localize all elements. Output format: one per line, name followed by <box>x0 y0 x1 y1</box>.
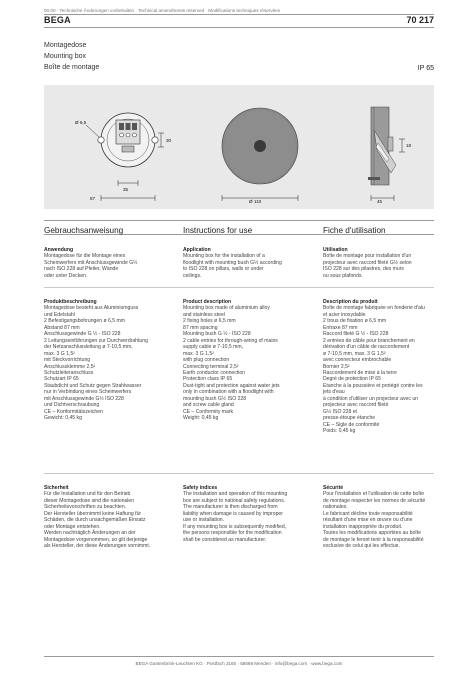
section-line: et acier inoxydable <box>323 311 366 318</box>
section-line: mit Steckvorrichtung <box>44 357 91 364</box>
divider <box>44 473 434 474</box>
section-line: avec connecteur embrochable <box>323 357 392 364</box>
section-line: oder Montage entstehen. <box>44 523 101 530</box>
section-line: Gewicht: 0,45 kg <box>44 415 82 422</box>
section-line: Toutes les modifications apportées au boîte <box>323 530 421 537</box>
section-line: 2 entrées de câble pour branchement en <box>323 337 415 344</box>
section-line: only in combination with a floodlight with <box>183 389 274 396</box>
section-line: dérivation d'un câble de raccordement <box>323 344 410 351</box>
section-line: und Edelstahl <box>44 311 75 318</box>
section-line: nationales. <box>323 504 348 511</box>
section-line: Anschlussgewinde G ½ - ISO 228 <box>44 331 121 338</box>
section-de-2 <box>44 485 166 550</box>
column-heading-en: Instructions for use <box>183 226 253 235</box>
section-line: jets d'eau <box>323 389 345 396</box>
section-line: with plug connection <box>183 357 230 364</box>
drawing-panel <box>44 85 434 209</box>
section-line: projecteur avec raccord fileté <box>323 402 389 409</box>
section-line: 2 Leitungseinführungen zur Durchverdrahtung <box>44 337 148 344</box>
section-line: installation inappropriée du produit. <box>323 523 403 530</box>
section-line: and screw cable gland <box>183 402 234 409</box>
section-line: Sicherheitsvorschriften zu beachten. <box>44 504 127 511</box>
section-line: 2 trous de fixation ø 6,5 mm <box>323 318 387 325</box>
section-line: floodlight with mounting bush G½ according <box>183 259 282 266</box>
section-fr-1 <box>323 299 445 435</box>
section-line: der Netzanschlussleitung ø 7-10,5 mm, <box>44 344 133 351</box>
section-line: projecteur avec raccord fileté G½ selon <box>323 259 412 266</box>
section-line: nach ISO 228 auf Pfeiler, Wände <box>44 266 119 273</box>
section-title: Description du produit <box>323 299 378 305</box>
section-line: Anschlussklemme 2,5² <box>44 363 96 370</box>
section-line: presse-étoupe étanche <box>323 415 376 422</box>
section-line: max. 3 G 1,5² <box>183 350 214 357</box>
article-number: 70 217 <box>406 15 434 25</box>
brand-logo-text: BEGA <box>44 15 71 25</box>
section-line: Staubdicht und Schutz gegen Strahlwasser <box>44 382 142 389</box>
section-line: mit Anschlussgewinde G½ ISO 228 <box>44 395 124 402</box>
section-line: Schutzleiteranschluss <box>44 369 94 376</box>
section-line: The installation and operation of this mounting <box>183 491 288 498</box>
section-line: max. 3 G 1,5² <box>44 350 75 357</box>
product-name-en: Mounting box <box>44 53 87 60</box>
dim-35-label: 35 <box>123 187 129 192</box>
section-line: Für die Installation und für den Betrieb <box>44 491 131 498</box>
section-line: nur in Verbindung eines Scheinwerfers <box>44 389 132 396</box>
section-line: Werden nachträglich Änderungen an der <box>44 530 136 537</box>
section-line: Montagedose vorgenommen, so gilt derjenige <box>44 536 148 543</box>
section-de-0 <box>44 247 166 279</box>
section-line: The manufacturer is then discharged from <box>183 504 278 511</box>
section-line: Bornier 2,5² <box>323 363 350 370</box>
section-fr-0 <box>323 247 445 279</box>
section-line: Pour l'installation et l'utilisation de cette boîte <box>323 491 425 498</box>
dim-45-label: 45 <box>377 199 383 204</box>
section-line: Mounting bush G ½ - ISO 228 <box>183 331 251 338</box>
section-line: CE – Sigle de conformité <box>323 421 380 428</box>
section-line: Weight: 0,45 kg <box>183 415 219 422</box>
section-line: ceilings. <box>183 272 202 279</box>
section-title: Application <box>183 247 211 253</box>
divider <box>44 220 434 221</box>
section-line: CE – Konformitätszeichen <box>44 408 103 415</box>
section-line: Der Hersteller übernimmt keine Haftung für <box>44 510 142 517</box>
section-line: 2 Befestigungsbohrungen ø 6,5 mm <box>44 318 125 325</box>
section-line: Raccordement de mise à la terre <box>323 369 397 376</box>
section-line: Connecting terminal 2,5² <box>183 363 239 370</box>
front-view-drawing <box>222 108 298 204</box>
section-line: résultant d'une mise en œuvre ou d'une <box>323 517 413 524</box>
divider <box>44 287 434 288</box>
section-fr-2 <box>323 485 445 550</box>
divider <box>44 656 434 657</box>
section-line: Schäden, die durch unsachgemäßen Einsatz <box>44 517 146 524</box>
section-line: exclusive de celui qui les effectue. <box>323 543 400 550</box>
section-line: oder unter Decken. <box>44 272 88 279</box>
section-line: Boîte de montage fabriquée en fonderie d'alu <box>323 305 425 312</box>
column-heading-fr: Fiche d'utilisation <box>323 226 386 235</box>
section-line: use or installation. <box>183 517 225 524</box>
section-line: Montagedose für die Montage eines <box>44 253 126 260</box>
section-line: the persons responsible for the modification <box>183 530 282 537</box>
dim-87-label: 87 <box>90 196 96 201</box>
dim-18-label: 18 <box>406 143 412 148</box>
product-name-de: Montagedose <box>44 42 87 49</box>
section-line: Protection class IP 65 <box>183 376 233 383</box>
column-heading-de: Gebrauchsanweisung <box>44 226 124 235</box>
section-line: als Hersteller, der diese Änderungen vornimmt. <box>44 543 151 550</box>
footer-address: BEGA Gantenbrink-Leuchten KG · Postfach 3160 · 58689 Menden · info@bega.com · www.bega.com <box>135 661 343 666</box>
divider <box>44 27 434 28</box>
section-line: Le fabricant décline toute responsabilité <box>323 510 413 517</box>
section-line: und Dichtverschraubung <box>44 402 100 409</box>
section-line: Schutzart IP 65 <box>44 376 79 383</box>
protection-class: IP 65 <box>417 65 434 72</box>
section-de-1 <box>44 299 166 422</box>
section-line: and stainless steel <box>183 311 225 318</box>
top-view-drawing <box>75 113 172 201</box>
section-line: 87 mm spacing <box>183 324 218 331</box>
section-line: de montage respecter les normes de sécurité <box>323 497 426 504</box>
section-line: Abstand 87 mm <box>44 324 80 331</box>
section-line: Entraxe 87 mm <box>323 324 358 331</box>
section-line: Boîte de montage pour installation d'un <box>323 253 412 260</box>
section-line: box are subject to national safety regulations. <box>183 497 286 504</box>
section-title: Sicherheit <box>44 485 69 491</box>
section-title: Produktbeschreibung <box>44 299 97 305</box>
section-line: ISO 228 sur des pilastres, des murs <box>323 266 404 273</box>
section-title: Anwendung <box>44 247 74 253</box>
section-title: Safety indices <box>183 485 218 491</box>
section-line: Scheinwerfers mit Anschlussgewinde G½ <box>44 259 138 266</box>
section-en-0 <box>183 247 305 279</box>
section-line: Earth conductor connection <box>183 369 246 376</box>
section-en-2 <box>183 485 305 543</box>
section-line: 2 cable entries for through-wiring of mains <box>183 337 278 344</box>
section-line: à condition d'utiliser un projecteur avec un <box>323 395 418 402</box>
section-line: ø 7-10,5 mm, max. 3 G 1,5² <box>323 350 386 357</box>
section-line: liability when damage is caused by improper <box>183 510 283 517</box>
section-line: Etanche à la poussière et protégé contre les <box>323 382 423 389</box>
dim-o110-label: Ø 110 <box>249 199 262 204</box>
technical-drawing <box>44 85 434 209</box>
section-line: G½ ISO 228 et <box>323 408 357 415</box>
section-line: Mounting box for the installation of a <box>183 253 265 260</box>
section-line: dieser Montagedose sind die nationalen <box>44 497 135 504</box>
section-line: ou sous plafonds. <box>323 272 363 279</box>
section-en-1 <box>183 299 305 422</box>
divider <box>44 14 434 15</box>
section-line: If any mounting box is subsequently modified, <box>183 523 287 530</box>
section-line: mounting bush G½ ISO 228 <box>183 395 247 402</box>
section-line: Mounting box made of aluminium alloy <box>183 305 270 312</box>
section-line: supply cable ø 7-10,5 mm, <box>183 344 244 351</box>
side-view-drawing <box>368 107 412 204</box>
section-title: Utilisation <box>323 247 348 253</box>
section-line: Raccord fileté G ½ - ISO 228 <box>323 331 389 338</box>
section-line: to ISO 228 on pillars, walls or under <box>183 266 264 273</box>
section-line: 2 fixing holes ø 6,5 mm <box>183 318 236 325</box>
dim-30-label: 30 <box>166 138 172 143</box>
section-line: Dust-tight and protection against water jets <box>183 382 280 389</box>
section-line: shall be considered as manufacturer. <box>183 536 267 543</box>
header-note: 00.00 · Technische Änderungen vorbehalten · Technical amendments reserved · Modifications techniques réservées <box>44 8 281 13</box>
dim-o65-label: Ø 6,5 <box>75 120 87 125</box>
product-name-fr: Boîte de montage <box>44 64 100 71</box>
section-line: Poids: 0,45 kg <box>323 428 356 435</box>
section-title: Product description <box>183 299 232 305</box>
section-line: CE – Conformity mark <box>183 408 234 415</box>
section-title: Sécurité <box>323 485 344 491</box>
section-line: de montage le feront tenir à la responsabilité <box>323 536 424 543</box>
section-line: Montagedose besteht aus Aluminiumguss <box>44 305 139 312</box>
section-line: Degré de protection IP 65 <box>323 376 381 383</box>
